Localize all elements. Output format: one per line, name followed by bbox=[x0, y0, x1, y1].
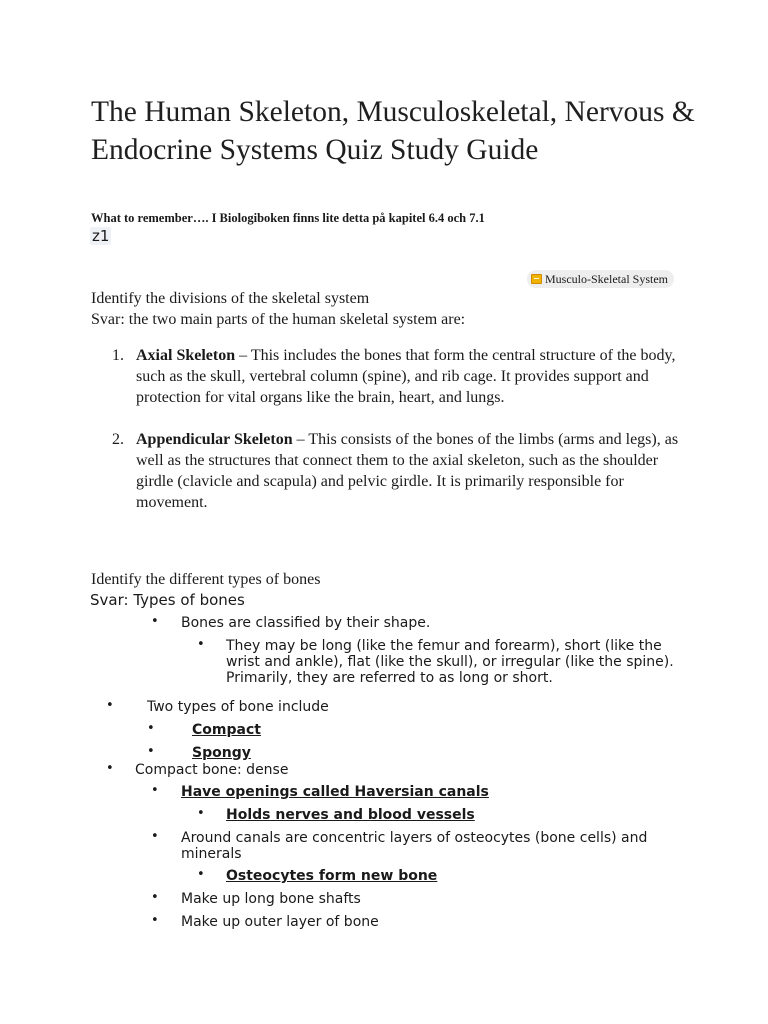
section1-question: Identify the divisions of the skeletal system bbox=[91, 290, 370, 307]
bullet-icon: • bbox=[147, 721, 155, 736]
bullet-icon: • bbox=[197, 867, 205, 882]
document-subtitle: What to remember…. I Biologiboken finns lite detta på kapitel 6.4 och 7.1 bbox=[91, 211, 485, 225]
appendicular-skeleton-item bbox=[136, 429, 684, 513]
list-item-continued: wrist and ankle), flat (like the skull), or irregular (like the spine). bbox=[226, 654, 674, 670]
bullet-icon: • bbox=[197, 806, 205, 821]
list-item: They may be long (like the femur and forearm), short (like the bbox=[226, 638, 662, 654]
osteocytes-item: Osteocytes form new bone bbox=[226, 868, 438, 884]
chip-label: Musculo-Skeletal System bbox=[545, 272, 668, 286]
bullet-icon: • bbox=[151, 913, 159, 928]
musculo-skeletal-chip[interactable] bbox=[527, 270, 674, 288]
axial-skeleton-item bbox=[136, 345, 684, 408]
bullet-icon: • bbox=[151, 829, 159, 844]
list-item: Make up long bone shafts bbox=[181, 891, 361, 907]
bullet-icon: • bbox=[151, 614, 159, 629]
bullet-icon: • bbox=[151, 783, 159, 798]
spongy-label: Spongy bbox=[192, 745, 251, 761]
list-item-continued: minerals bbox=[181, 846, 242, 862]
list-item-continued: Primarily, they are referred to as long or short. bbox=[226, 670, 553, 686]
list-number: 2. bbox=[112, 431, 124, 448]
axial-skeleton-description: – This includes the bones that form the central structure of the body, such as the skull, vertebral column (spine), and rib cage. It provides support and protection for vital organs like the brain, heart, and lungs. bbox=[136, 347, 676, 406]
tag-label: z1 bbox=[92, 227, 110, 245]
section2-question: Identify the different types of bones bbox=[91, 571, 321, 588]
bullet-icon: • bbox=[106, 698, 114, 713]
section1-answer: Svar: the two main parts of the human skeletal system are: bbox=[91, 311, 466, 328]
document-icon bbox=[531, 274, 542, 284]
appendicular-skeleton-term: Appendicular Skeleton bbox=[136, 431, 293, 448]
bullet-icon: • bbox=[197, 637, 205, 652]
section2-answer: Svar: Types of bones bbox=[90, 591, 245, 609]
appendicular-skeleton-description: – This consists of the bones of the limbs (arms and legs), as well as the structures that connect them to the axial skeleton, such as the shoulder girdle (clavicle and scapula) and pelvic girdle. It is primarily responsible for movement. bbox=[136, 431, 679, 511]
list-number: 1. bbox=[112, 347, 124, 364]
bullet-icon: • bbox=[147, 744, 155, 759]
bullet-icon: • bbox=[106, 761, 114, 776]
list-item: Bones are classified by their shape. bbox=[181, 615, 431, 631]
axial-skeleton-term: Axial Skeleton bbox=[136, 347, 236, 364]
list-item: Two types of bone include bbox=[147, 699, 329, 715]
compact-label: Compact bbox=[192, 722, 261, 738]
bullet-icon: • bbox=[151, 890, 159, 905]
list-item: Around canals are concentric layers of osteocytes (bone cells) and bbox=[181, 830, 648, 846]
haversian-item: Have openings called Haversian canals bbox=[181, 784, 489, 800]
document-title: The Human Skeleton, Musculoskeletal, Nervous & Endocrine Systems Quiz Study Guide bbox=[91, 96, 695, 166]
list-item: Compact bone: dense bbox=[135, 762, 289, 778]
nerves-item: Holds nerves and blood vessels bbox=[226, 807, 475, 823]
list-item: Make up outer layer of bone bbox=[181, 914, 379, 930]
